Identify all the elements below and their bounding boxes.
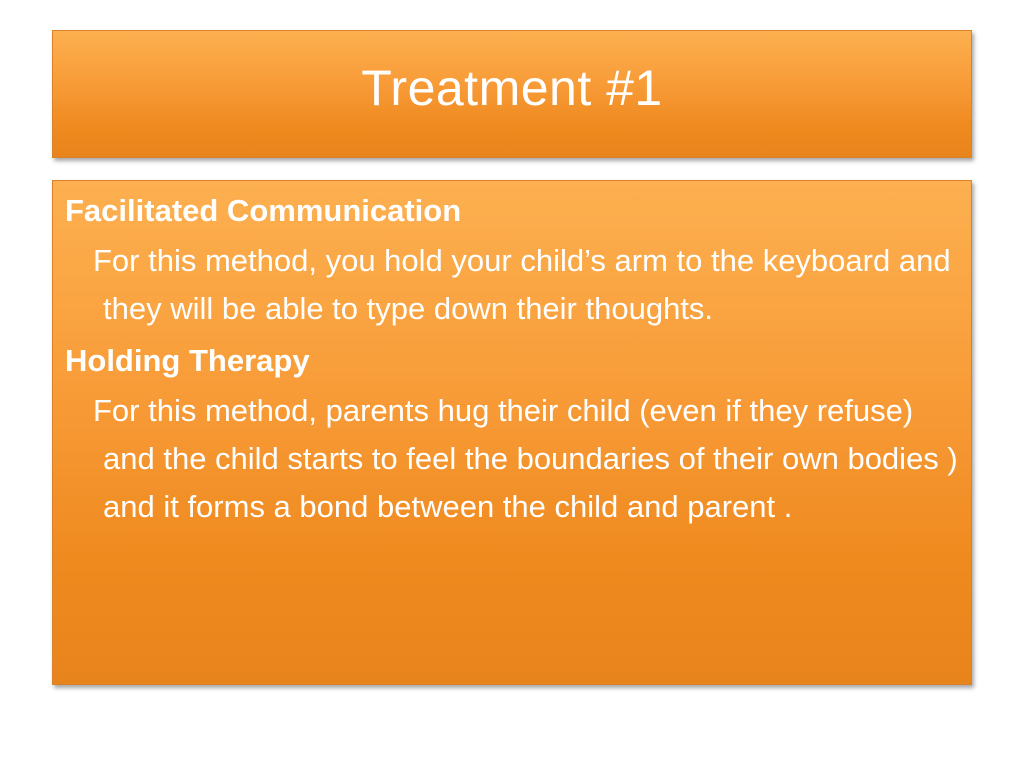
item-text-holding-therapy: For this method, parents hug their child (even if they refuse) and the child starts to feel the boundaries of their own bodies ) and it forms a bond between the child and parent .	[93, 393, 958, 524]
slide-title: Treatment #1	[361, 60, 663, 116]
content-box	[52, 180, 972, 685]
item-text-facilitated-communication: For this method, you hold your child’s arm to the keyboard and they will be able to type down their thoughts.	[93, 243, 951, 326]
title-box	[52, 30, 972, 158]
item-heading-facilitated-communication: Facilitated Communication	[65, 193, 462, 228]
item-heading-holding-therapy: Holding Therapy	[65, 343, 310, 378]
